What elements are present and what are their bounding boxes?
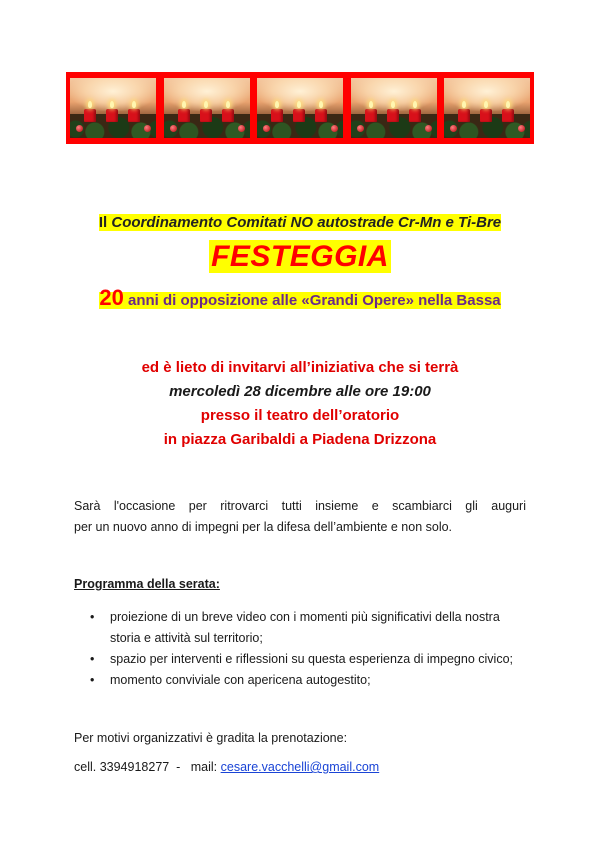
- organizer-name: Coordinamento Comitati NO autostrade Cr-Mn e Ti-Bre: [111, 214, 502, 231]
- event-location: in piazza Garibaldi a Piadena Drizzona: [163, 431, 437, 448]
- invitation-line: ed è lieto di invitarvi all’iniziativa che si terrà: [141, 359, 459, 376]
- program-item: [74, 649, 530, 670]
- description-paragraph: [74, 496, 526, 538]
- program-item-text: storia e attività sul territorio;: [110, 631, 263, 645]
- candles-photo: [70, 78, 156, 138]
- program-item-text: spazio per interventi e riflessioni su questa esperienza di impegno civico;: [110, 652, 513, 666]
- bullet-icon: •: [90, 673, 95, 687]
- header-banner: [66, 72, 534, 144]
- program-item: [74, 607, 530, 649]
- email-link[interactable]: cesare.vacchelli@gmail.com: [220, 760, 380, 774]
- event-venue: presso il teatro dell’oratorio: [200, 407, 400, 424]
- headline-text: FESTEGGIA: [211, 240, 389, 273]
- headline: [0, 240, 600, 274]
- description-line: per un nuovo anno di impegni per la difesa dell’ambiente e non solo.: [74, 520, 453, 534]
- organizer-line: [0, 214, 600, 231]
- candles-photo: [444, 78, 530, 138]
- program-item-text: proiezione di un breve video con i momenti più significativi della nostra: [110, 610, 500, 624]
- candles-photo: [257, 78, 343, 138]
- anniversary-line: [0, 285, 600, 311]
- anniversary-text: anni di opposizione alle «Grandi Opere» nella Bassa: [123, 292, 501, 309]
- organizer-prefix: Il: [98, 214, 112, 231]
- program-item-text: momento conviviale con apericena autogestito;: [110, 673, 371, 687]
- bullet-icon: •: [90, 610, 95, 624]
- bullet-icon: •: [90, 652, 95, 666]
- anniversary-number: 20: [99, 285, 124, 310]
- event-date: mercoledì 28 dicembre alle ore 19:00: [169, 383, 431, 400]
- invitation-block: [0, 356, 600, 452]
- program-list: [74, 607, 530, 691]
- candles-photo: [351, 78, 437, 138]
- program-title: Programma della serata:: [74, 577, 220, 591]
- booking-note: Per motivi organizzativi è gradita la prenotazione:: [74, 731, 348, 745]
- candles-photo: [164, 78, 250, 138]
- contact-line: [74, 760, 379, 774]
- program-item: [74, 670, 530, 691]
- contact-phone: cell. 3394918277 - mail:: [74, 760, 221, 774]
- description-line: Sarà l'occasione per ritrovarci tutti insieme e scambiarci gli auguri: [74, 499, 526, 513]
